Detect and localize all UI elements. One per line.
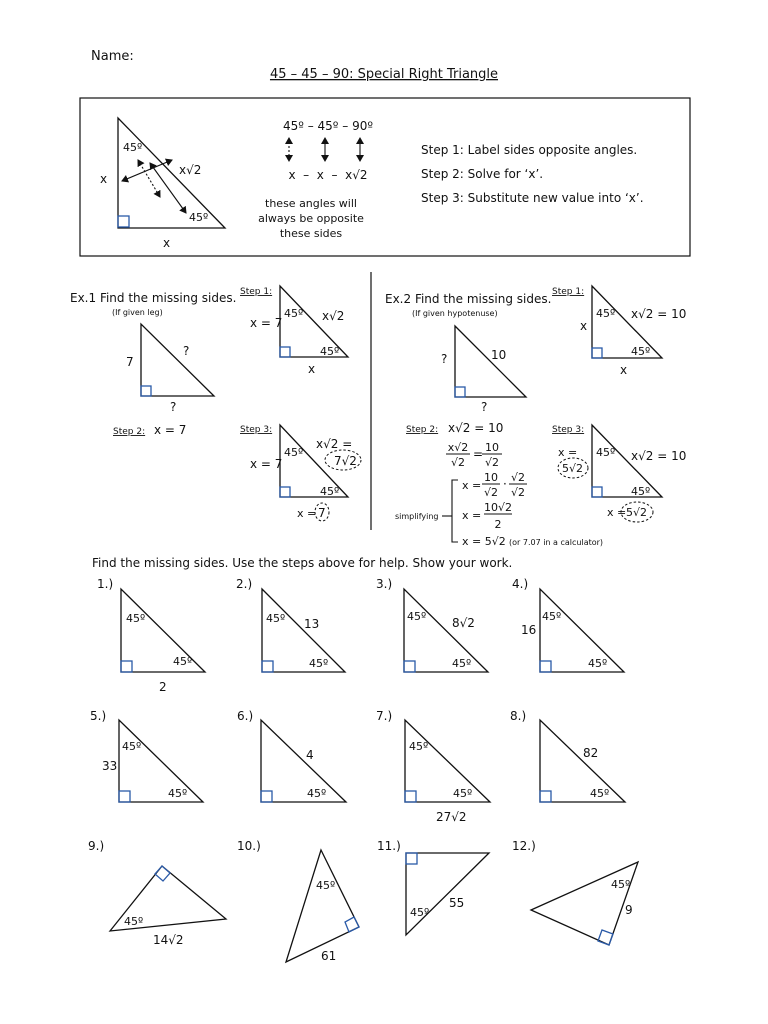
ex2-step3-x-val: 5√2 [562,462,584,475]
ex2-title: Ex.2 Find the missing sides. [385,292,552,306]
ex2-frac-den-3: √2 [483,486,499,499]
problem-number: 3.) [376,577,393,591]
ex1-step1-bottom: x [308,362,316,376]
ref-angle-top: 45º [123,141,143,154]
problem-number: 5.) [90,709,107,723]
problem-10 [237,839,359,963]
ex2-equals: = [473,447,484,461]
problem-angle-bottom: 45º [453,787,473,800]
ex2-step2-eq: x√2 = 10 [448,421,504,435]
ex1-step3-hyp-val: 7√2 [334,454,357,468]
ref-caption-3: these sides [279,227,343,240]
practice-instructions: Find the missing sides. Use the steps above for help. Show your work. [92,556,513,570]
ex2-frac-den-1: √2 [450,456,466,469]
problem-given: 55 [449,896,465,910]
ex1-step1-angle1: 45º [284,307,304,320]
reference-box [80,98,690,256]
ex2-step2-label: Step 2: [406,425,439,435]
problem-angle-bottom: 45º [307,787,327,800]
problem-number: 7.) [376,709,393,723]
problem-angle-bottom: 45º [588,657,608,670]
problem-angle: 45º [316,879,336,892]
ex1-step2-label: Step 2: [113,427,146,437]
ex2-step1-label: Step 1: [552,287,585,297]
ex1-step3-label: Step 3: [240,425,273,435]
ex1-step3-angle1: 45º [284,446,304,459]
problem-number: 10.) [237,839,261,853]
ex2-step1-left: x [580,319,588,333]
problem-6 [237,709,346,802]
problem-angle-top: 45º [122,740,142,753]
name-label: Name: [91,49,134,64]
ex2-step1-angle1: 45º [596,307,616,320]
ex2-frac-num-2: 10 [485,441,499,454]
problem-angle: 45º [124,915,144,928]
ex1-title: Ex.1 Find the missing sides. [70,291,237,305]
ref-caption-1: these angles will [265,197,357,210]
ref-side-bottom: x [163,236,171,250]
problem-given: 9 [625,903,633,917]
ex2-frac-num-5: 10√2 [483,501,513,514]
ref-side-hyp: x√2 [179,163,202,177]
problem-3 [376,577,488,672]
ex2-frac-num-1: x√2 [447,441,469,454]
ex2-step3-angle1: 45º [596,446,616,459]
problem-9 [88,839,226,947]
problem-given: 82 [583,746,599,760]
ex1-q-leg: ? [170,400,177,414]
problem-number: 6.) [237,709,254,723]
problem-angle-top: 45º [407,610,427,623]
problem-angle-bottom: 45º [173,655,193,668]
ex1-step3-bottom-val: 7 [318,506,326,520]
ex2-step3-x-label: x = [558,446,578,459]
ex2-line4-note: (or 7.07 in a calculator) [509,538,604,547]
ex1-step3-x: x = 7 [250,457,283,471]
ex2-step3-angle2: 45º [631,485,651,498]
problem-angle-top: 45º [542,610,562,623]
ex2-q-bottom: ? [481,400,488,414]
ex1-step1-angle2: 45º [320,345,340,358]
problem-7 [376,709,490,824]
problem-12 [512,839,638,945]
problem-angle-top: 45º [409,740,429,753]
ex1-step3-hyp-expr: x√2 = [316,437,353,451]
ex1-step2-text: x = 7 [154,423,187,437]
problem-given: 27√2 [436,810,467,824]
ex2-step3-hyp: x√2 = 10 [631,449,687,463]
ex2-frac-den-4: √2 [510,486,526,499]
problem-number: 12.) [512,839,536,853]
problem-1 [97,577,205,694]
ex2-frac-den-5: 2 [494,518,502,531]
ex2-frac-den-2: √2 [484,456,500,469]
ex2-frac-num-4: √2 [510,471,526,484]
ex1-step1-label: Step 1: [240,287,273,297]
ex2-line2-x: x = [462,479,482,492]
problem-8 [510,709,625,802]
problem-4 [512,577,624,672]
problem-given: 4 [306,748,314,762]
problem-given: 2 [159,680,167,694]
example-1 [70,286,361,521]
ex1-step3-angle2: 45º [320,485,340,498]
problem-angle-top: 45º [266,612,286,625]
ref-relation-header: 45º – 45º – 90º [282,119,374,133]
problem-angle-bottom: 45º [168,787,188,800]
ex2-q-left: ? [441,352,448,366]
problem-angle-bottom: 45º [309,657,329,670]
problem-number: 1.) [97,577,114,591]
ex2-step1-bottom: x [620,363,628,377]
problem-5 [90,709,203,802]
ref-step1: Step 1: Label sides opposite angles. [421,143,638,157]
problem-number: 11.) [377,839,401,853]
ex2-hyp: 10 [491,348,507,362]
problem-number: 9.) [88,839,105,853]
ex2-step1-angle2: 45º [631,345,651,358]
ex2-step3-label: Step 3: [552,425,585,435]
problem-number: 8.) [510,709,527,723]
ref-angle-bottom: 45º [189,211,209,224]
problem-given: 13 [304,617,320,631]
problem-number: 2.) [236,577,253,591]
ex1-step1-x: x = 7 [250,316,283,330]
ex2-simplifying: simplifying [395,512,439,521]
example-2 [385,286,686,548]
problem-given: 8√2 [452,616,475,630]
ex1-leg: 7 [126,355,134,369]
ref-step2: Step 2: Solve for ‘x’. [421,167,544,181]
ex2-dot: · [503,477,507,491]
page-title: 45 – 45 – 90: Special Right Triangle [269,67,499,82]
ref-relation-sides: x – x – x√2 [288,168,368,182]
ref-step3: Step 3: Substitute new value into ‘x’. [421,191,644,205]
problem-angle-top: 45º [126,612,146,625]
ex1-step3-bottom-label: x = [297,507,317,520]
problem-given: 61 [321,949,337,963]
ex2-step3-bottom-val: 5√2 [626,506,648,519]
problem-angle-bottom: 45º [452,657,472,670]
problem-number: 4.) [512,577,529,591]
problem-2 [236,577,345,672]
problem-angle: 45º [611,878,631,891]
ex2-line3-x: x = [462,509,482,522]
ex2-line4: x = 5√2 [462,535,506,548]
problem-given: 14√2 [153,933,184,947]
ex2-step3-bottom-label: x = [607,506,627,519]
problem-angle: 45º [410,906,430,919]
problem-angle-bottom: 45º [590,787,610,800]
problem-given: 16 [521,623,537,637]
problem-11 [377,839,489,935]
problem-given: 33 [102,759,118,773]
ex2-subtitle: (If given hypotenuse) [412,309,498,318]
ex1-q-hyp: ? [183,344,190,358]
ex2-step1-hyp: x√2 = 10 [631,307,687,321]
ref-side-left: x [100,172,108,186]
ex1-step1-hyp: x√2 [322,309,345,323]
ex1-subtitle: (If given leg) [112,308,163,317]
ref-caption-2: always be opposite [258,212,364,225]
ex2-frac-num-3: 10 [484,471,498,484]
